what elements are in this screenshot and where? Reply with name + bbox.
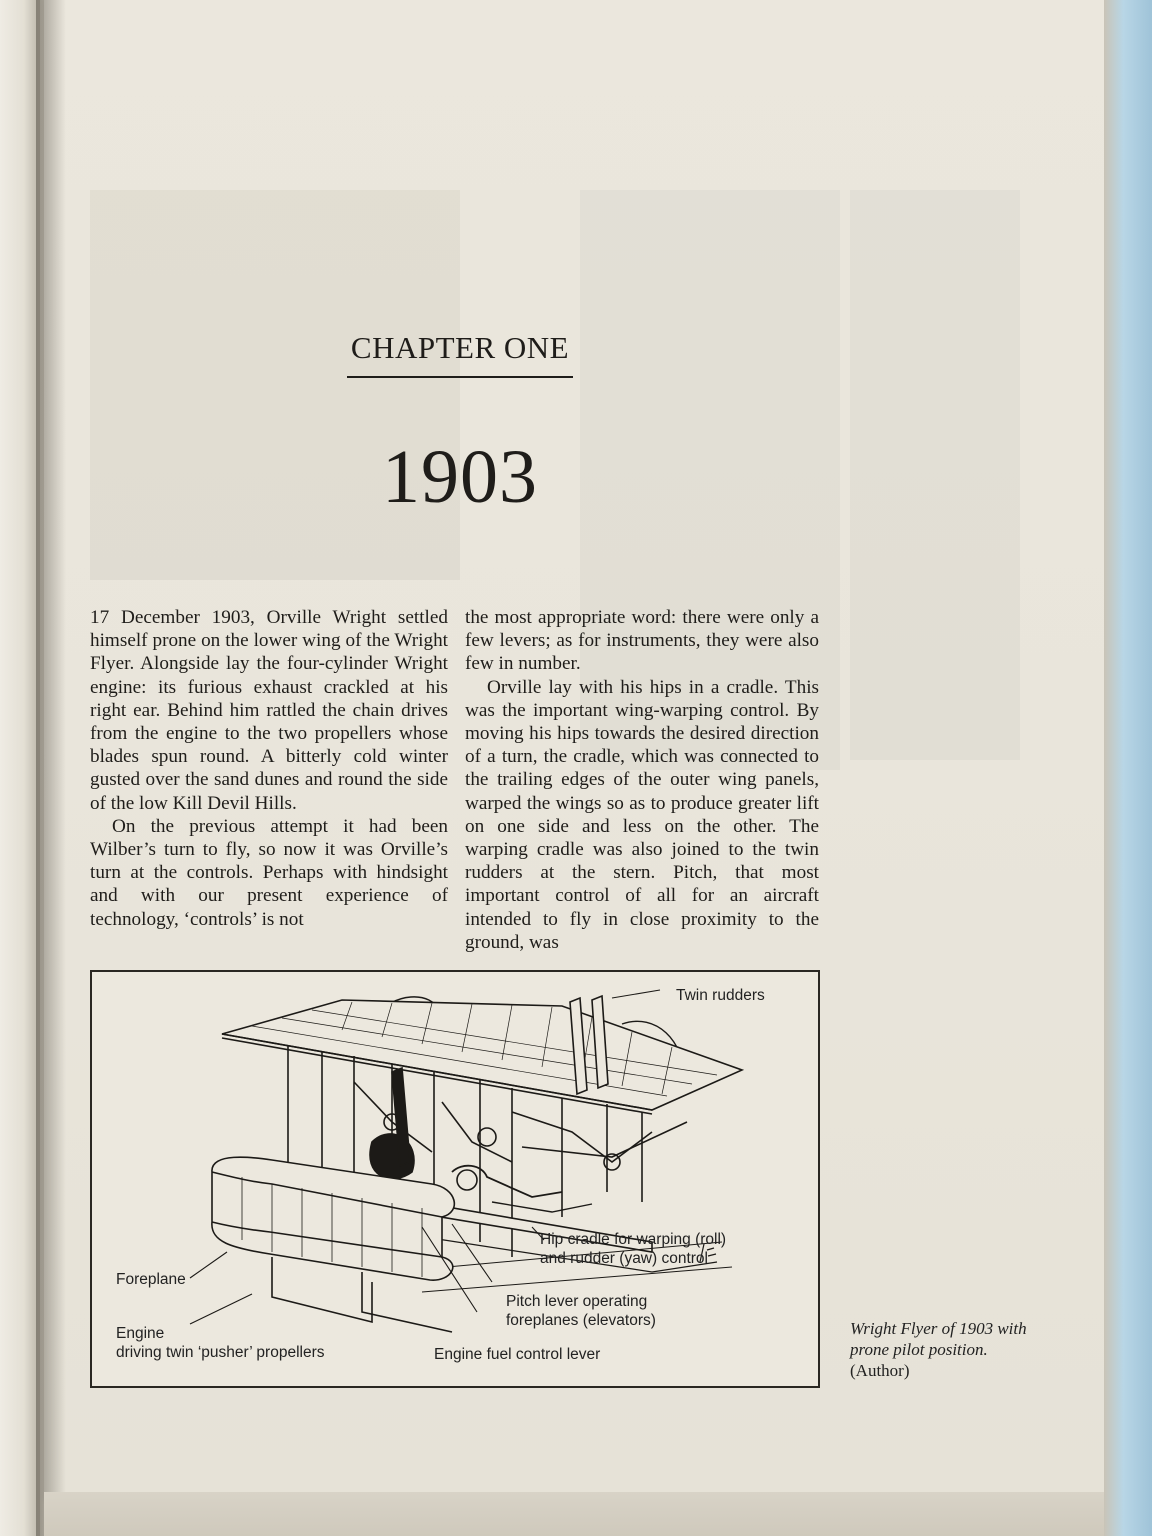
label-line: Hip cradle for warping (roll)	[540, 1231, 727, 1248]
chapter-rule	[347, 376, 573, 378]
label-line: Pitch lever operating	[506, 1293, 648, 1310]
figure-caption	[850, 1318, 1030, 1381]
wright-flyer-illustration	[90, 970, 820, 1388]
paragraph: 17 December 1903, Orville Wright settled himself prone on the lower wing of the Wright Flyer. Alongside lay the four-cylinder Wright engine: its furious exhaust crackled at his right ear. Behind him rattled the chain drives from the engine to the two propellers whose blades spun round. A bitterly cold winter gusted over the sand dunes and round the side of the low Kill Devil Hills.	[90, 607, 448, 814]
caption-text: Wright Flyer of 1903 with prone pilot position.	[850, 1319, 1027, 1359]
label-line: and rudder (yaw) control	[540, 1250, 708, 1267]
body-column-left	[90, 606, 448, 956]
chapter-year: 1903	[382, 435, 538, 519]
label-engine	[116, 1324, 325, 1362]
label-line: foreplanes (elevators)	[506, 1312, 656, 1329]
bleed-through	[850, 190, 1020, 760]
label-line: Engine	[116, 1325, 165, 1342]
label-foreplane: Foreplane	[116, 1271, 186, 1288]
book-cover-edge	[1104, 0, 1152, 1536]
label-fuel-lever: Engine fuel control lever	[434, 1346, 601, 1363]
facing-page-edge	[0, 0, 40, 1536]
label-pitch-lever	[506, 1292, 656, 1330]
caption-credit: (Author)	[850, 1361, 910, 1380]
bleed-through	[90, 190, 460, 580]
paragraph: On the previous attempt it had been Wilber’s turn to fly, so now it was Orville’s turn at the controls. Perhaps with hindsight and with our present experience of technology, ‘controls’ is not	[90, 815, 448, 930]
paragraph: the most appropriate word: there were only a few levers; as for instruments, they were also few in number.	[465, 607, 819, 675]
chapter-heading: CHAPTER ONE	[350, 330, 570, 365]
label-line: driving twin ‘pusher’ propellers	[116, 1344, 325, 1361]
body-column-right	[465, 606, 819, 956]
label-hip-cradle	[540, 1230, 726, 1268]
page-bottom-edge	[44, 1492, 1108, 1536]
gutter-shadow	[36, 0, 66, 1536]
paragraph: Orville lay with his hips in a cradle. This was the important wing-warping control. By moving his hips towards the desired direction of a turn, the cradle, which was connected to the trailing edges of the outer wing panels, warped the wings so as to produce greater lift on one side and less on the other. The warping cradle was also joined to the twin rudders at the stern. Pitch, that most important control of all for an aircraft intended to fly in close proximity to the ground, was	[465, 676, 819, 953]
label-twin-rudders: Twin rudders	[676, 987, 765, 1004]
